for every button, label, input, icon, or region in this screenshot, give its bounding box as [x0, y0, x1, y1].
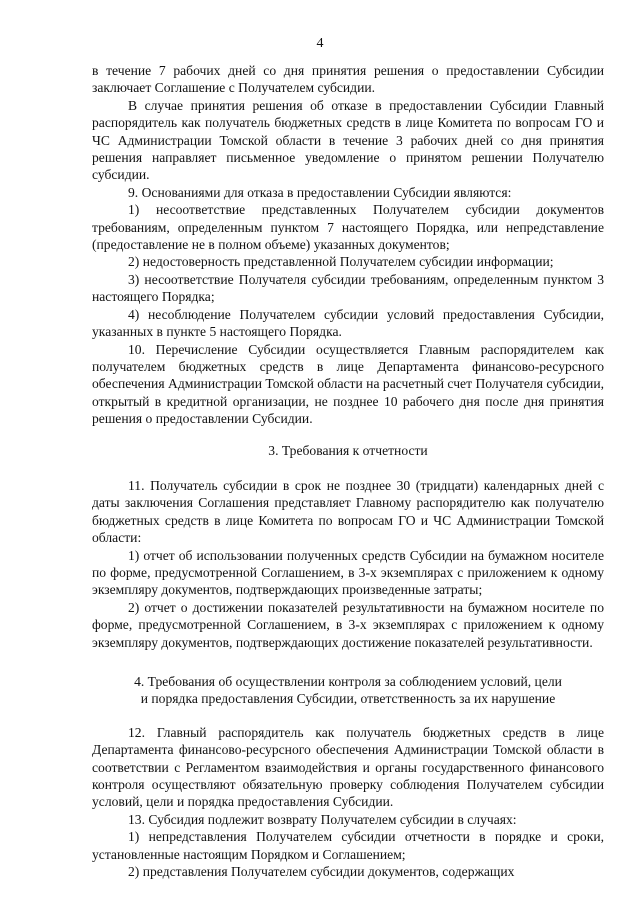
paragraph-item-13-1: 1) непредставления Получателем субсидии отчетности в порядке и сроки, установленные настоящим Порядком и Соглашением;	[92, 829, 604, 862]
paragraph-continuation: в течение 7 рабочих дней со дня принятия решения о предоставлении Субсидии заключает Соглашение с Получателем субсидии.	[92, 63, 604, 96]
paragraph-item-13-2: 2) представления Получателем субсидии документов, содержащих	[128, 864, 515, 880]
paragraph-item-9-1: 1) несоответствие представленных Получателем субсидии документов требованиям, определенным пунктом 7 настоящего Порядка, или непредставление (предоставление не в полном объеме) указанных документов;	[92, 202, 604, 253]
paragraph-item-11: 11. Получатель субсидии в срок не позднее 30 (тридцати) календарных дней с даты заключения Соглашения представляет Главному распорядителю как получателю бюджетных средств в лице Комитета по вопросам ГО и ЧС Администрации Томской области:	[92, 477, 604, 546]
section-4-heading-line-2: и порядка предоставления Субсидии, ответственность за их нарушение	[140, 691, 556, 707]
paragraph-item-9-3: 3) несоответствие Получателя субсидии требованиям, определенным пунктом 3 настоящего Порядка;	[92, 271, 604, 305]
document-body	[92, 62, 604, 880]
paragraph-item-9-4: 4) несоблюдение Получателем субсидии условий предоставления Субсидии, указанных в пункте 5 настоящего Порядка.	[92, 306, 604, 340]
paragraph-item-12: 12. Главный распорядитель как получатель бюджетных средств в лице Департамента финансово-ресурсного обеспечения Администрации Томской области в соответствии с Регламентом взаимодействия и органы государственного финансового контроля осуществляют обязательную проверку соблюдения Получателем субсидии условий, цели и порядка предоставления Субсидии.	[92, 724, 604, 810]
paragraph-item-9: 9. Основаниями для отказа в предоставлении Субсидии являются:	[128, 184, 512, 200]
paragraph-item-13: 13. Субсидия подлежит возврату Получателем субсидии в случаях:	[128, 811, 517, 827]
paragraph-item-11-1: 1) отчет об использовании полученных средств Субсидии на бумажном носителе по форме, предусмотренной Соглашением, в 3-х экземплярах с приложением к одному экземпляру документов, подтверждающих произведенные затраты;	[92, 547, 604, 598]
paragraph-item-11-2: 2) отчет о достижении показателей результативности на бумажном носителе по форме, предусмотренной Соглашением, в 3-х экземплярах с приложением к одному экземпляру документов, подтверждающих достижение показателей результативности.	[92, 599, 604, 650]
section-4-heading-line-1: 4. Требования об осуществлении контроля за соблюдением условий, цели	[134, 674, 562, 689]
paragraph-refusal-notice: В случае принятия решения об отказе в предоставлении Субсидии Главный распорядитель как получатель бюджетных средств в лице Комитета по вопросам ГО и ЧС Администрации Томской области в течение 3 рабочих дней со дня принятия решения направляет письменное уведомление о принятом решении Получателю субсидии.	[92, 97, 604, 183]
paragraph-item-10: 10. Перечисление Субсидии осуществляется Главным распорядителем как получателем бюджетных средств в лице Департамента финансово-ресурсного обеспечения Администрации Томской области на расчетный счет Получателя субсидии, открытый в кредитной организации, не позднее 10 рабочего дня после дня принятия решения о предоставлении Субсидии.	[92, 341, 604, 427]
page-number: 4	[316, 36, 324, 51]
section-3-heading: 3. Требования к отчетности	[268, 442, 428, 458]
paragraph-item-9-2: 2) недостоверность представленной Получателем субсидии информации;	[128, 254, 554, 270]
